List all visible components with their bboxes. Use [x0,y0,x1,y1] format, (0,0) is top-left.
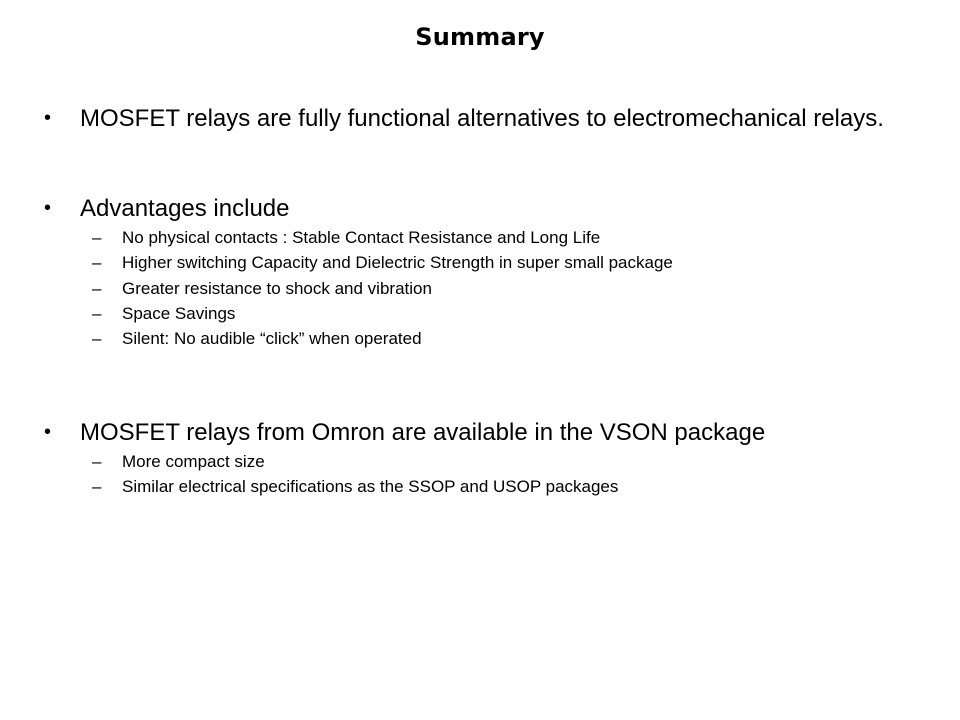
sub-item [92,328,912,353]
slide-title: Summary [415,23,545,51]
bullet-marker: • [44,107,52,129]
sub-item [92,227,912,252]
sub-list-vson [92,451,912,502]
bullet-text: MOSFET relays from Omron are available in the VSON package [80,419,766,446]
sub-item-text: Higher switching Capacity and Dielectric Strength in super small package [122,253,673,273]
bullet-text: MOSFET relays are fully functional alternatives to electromechanical relays. [80,105,884,132]
sub-item [92,451,912,476]
sub-item-text: Greater resistance to shock and vibration [122,278,432,298]
bullet-text: Advantages include [80,195,290,222]
sub-item-text: Similar electrical specifications as the SSOP and USOP packages [122,477,619,497]
bullet-item-3 [44,420,914,445]
dash-marker: – [92,278,102,298]
sub-item-text: More compact size [122,452,265,471]
bullet-marker: • [44,197,52,219]
dash-marker: – [92,303,102,323]
bullet-item-1 [44,106,914,131]
sub-item [92,476,912,501]
dash-marker: – [92,329,102,349]
sub-item-text: No physical contacts : Stable Contact Resistance and Long Life [122,228,601,247]
dash-marker: – [92,253,102,273]
sub-item-text: Silent: No audible “click” when operated [122,329,422,349]
bullet-marker: • [44,421,52,443]
sub-item [92,303,912,328]
bullet-item-2 [44,196,914,221]
dash-marker: – [92,477,102,497]
sub-item-text: Space Savings [122,303,236,323]
sub-item [92,252,912,277]
sub-list-advantages [92,227,912,353]
dash-marker: – [92,452,102,471]
sub-item [92,278,912,303]
dash-marker: – [92,228,102,247]
